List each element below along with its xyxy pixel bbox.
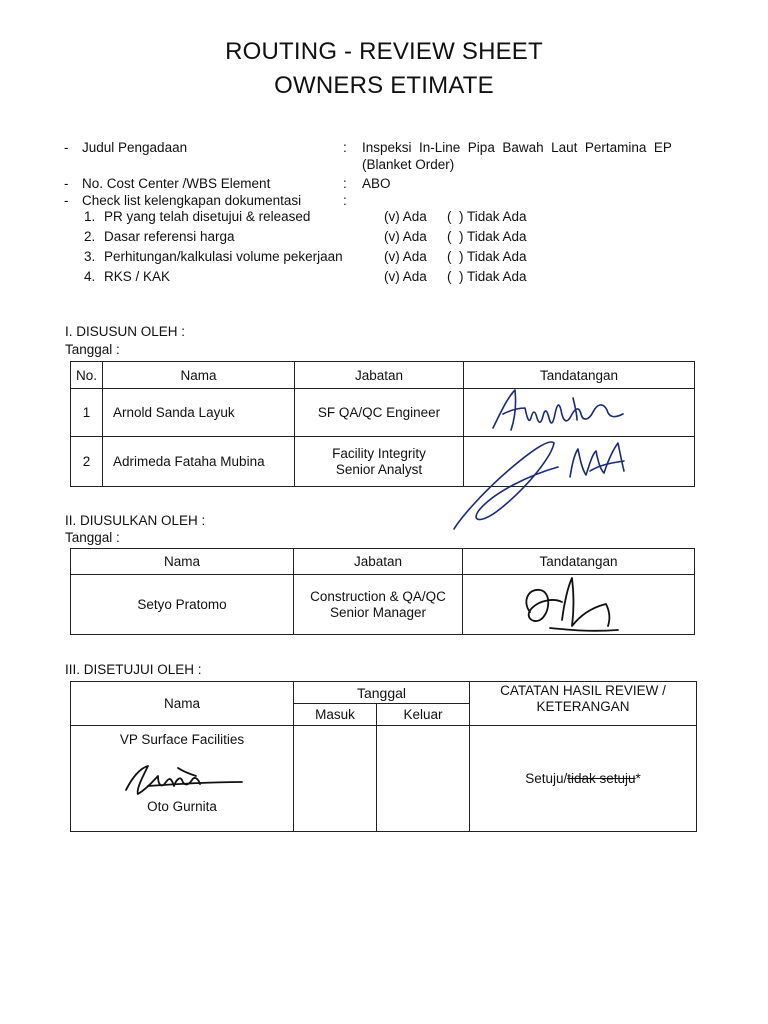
checklist-label: Check list kelengkapan dokumentasi bbox=[82, 193, 302, 208]
row-nama: Adrimeda Fataha Mubina bbox=[103, 437, 295, 487]
header-tanggal: Tanggal bbox=[294, 682, 470, 704]
judul-value-line2: (Blanket Order) bbox=[362, 157, 455, 172]
judul-label: Judul Pengadaan bbox=[82, 140, 188, 155]
header-keluar: Keluar bbox=[377, 704, 470, 726]
asterisk: * bbox=[635, 771, 641, 786]
row-no: 2 bbox=[71, 437, 103, 487]
checklist-number: 4. bbox=[84, 269, 96, 284]
tidak-setuju-text: tidak setuju bbox=[567, 771, 636, 786]
checklist-tidak-ada: ( ) Tidak Ada bbox=[447, 249, 527, 264]
checklist-text: Dasar referensi harga bbox=[104, 229, 235, 244]
signature-cell bbox=[464, 437, 695, 487]
checklist-ada: (v) Ada bbox=[384, 249, 427, 264]
colon: : bbox=[343, 140, 347, 155]
checklist-ada: (v) Ada bbox=[384, 269, 427, 284]
table-row bbox=[71, 726, 697, 832]
disetujui-table bbox=[70, 681, 697, 832]
row-jabatan bbox=[294, 575, 463, 635]
header-no: No. bbox=[71, 362, 103, 389]
table-row bbox=[71, 389, 695, 437]
masuk-cell bbox=[294, 726, 377, 832]
section-1-heading: I. DISUSUN OLEH : bbox=[65, 324, 186, 339]
jabatan-line: Senior Manager bbox=[329, 604, 427, 620]
checklist-ada: (v) Ada bbox=[384, 229, 427, 244]
document-title: ROUTING - REVIEW SHEET bbox=[225, 38, 543, 65]
disusun-table bbox=[70, 361, 695, 487]
signature-cell bbox=[463, 575, 695, 635]
section-2-heading: II. DIUSULKAN OLEH : bbox=[65, 513, 206, 528]
dash: - bbox=[64, 176, 69, 191]
header-tandatangan: Tandatangan bbox=[464, 362, 695, 389]
header-catatan bbox=[470, 682, 697, 726]
approver-cell bbox=[71, 726, 294, 832]
colon: : bbox=[343, 193, 347, 208]
section-1-tanggal: Tanggal : bbox=[65, 342, 120, 357]
catatan-line: CATATAN HASIL REVIEW / bbox=[500, 683, 666, 698]
row-jabatan: SF QA/QC Engineer bbox=[295, 389, 464, 437]
header-masuk: Masuk bbox=[294, 704, 377, 726]
approver-name: Oto Gurnita bbox=[147, 799, 217, 814]
colon: : bbox=[343, 176, 347, 191]
header-jabatan: Jabatan bbox=[294, 549, 463, 575]
setuju-text: Setuju/ bbox=[525, 771, 568, 786]
jabatan-line: Facility Integrity bbox=[332, 445, 426, 461]
document-subtitle: OWNERS ETIMATE bbox=[274, 72, 494, 99]
approver-position: VP Surface Facilities bbox=[119, 732, 245, 747]
header-tandatangan: Tandatangan bbox=[463, 549, 695, 575]
jabatan-line: Construction & QA/QC bbox=[310, 588, 446, 604]
row-nama: Setyo Pratomo bbox=[71, 575, 294, 635]
checklist-ada: (v) Ada bbox=[384, 209, 427, 224]
checklist-tidak-ada: ( ) Tidak Ada bbox=[447, 269, 527, 284]
dash: - bbox=[64, 140, 69, 155]
table-row bbox=[71, 575, 695, 635]
checklist-number: 1. bbox=[84, 209, 96, 224]
checklist-tidak-ada: ( ) Tidak Ada bbox=[447, 209, 527, 224]
row-jabatan bbox=[295, 437, 464, 487]
dash: - bbox=[64, 193, 69, 208]
header-nama: Nama bbox=[71, 549, 294, 575]
checklist-text: RKS / KAK bbox=[104, 269, 171, 284]
header-jabatan: Jabatan bbox=[295, 362, 464, 389]
checklist-text: PR yang telah disetujui & released bbox=[104, 209, 311, 224]
checklist-tidak-ada: ( ) Tidak Ada bbox=[447, 229, 527, 244]
table-row bbox=[71, 437, 695, 487]
diusulkan-table bbox=[70, 548, 695, 635]
keluar-cell bbox=[377, 726, 470, 832]
checklist-number: 2. bbox=[84, 229, 96, 244]
row-no: 1 bbox=[71, 389, 103, 437]
judul-value-line1: Inspeksi In-Line Pipa Bawah Laut Pertamina EP bbox=[362, 140, 672, 155]
checklist-number: 3. bbox=[84, 249, 96, 264]
header-nama: Nama bbox=[103, 362, 295, 389]
section-3-heading: III. DISETUJUI OLEH : bbox=[65, 662, 202, 677]
catatan-line: KETERANGAN bbox=[536, 699, 630, 714]
row-nama: Arnold Sanda Layuk bbox=[103, 389, 295, 437]
catatan-cell bbox=[470, 726, 697, 832]
section-2-tanggal: Tanggal : bbox=[65, 530, 120, 545]
cost-center-label: No. Cost Center /WBS Element bbox=[82, 176, 271, 191]
cost-center-value: ABO bbox=[362, 176, 391, 191]
checklist-text: Perhitungan/kalkulasi volume pekerjaan bbox=[104, 249, 343, 264]
signature-cell bbox=[464, 389, 695, 437]
header-nama: Nama bbox=[71, 682, 294, 726]
jabatan-line: Senior Analyst bbox=[335, 461, 423, 477]
